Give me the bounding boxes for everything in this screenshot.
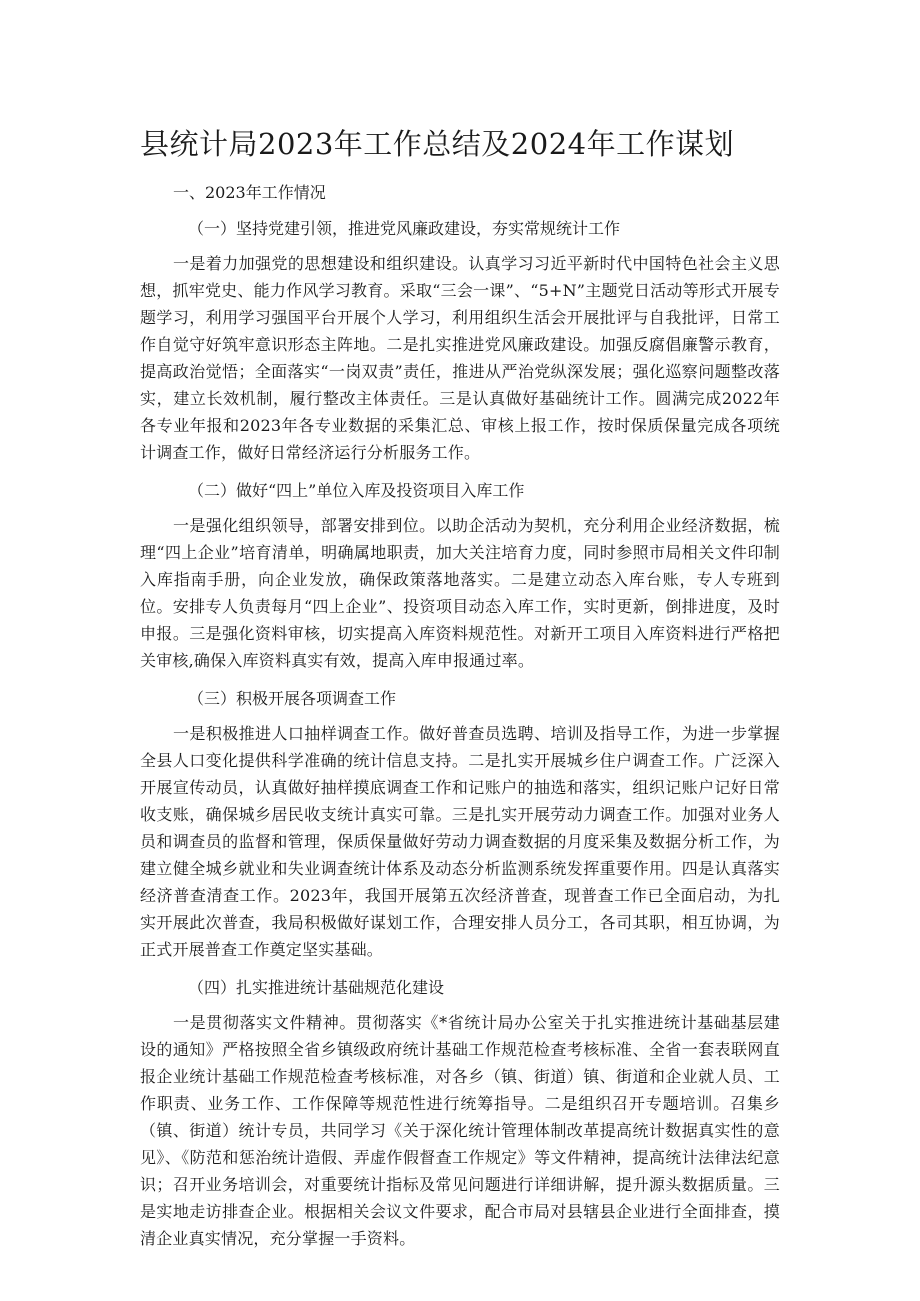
subsection-heading-surveys: （三）积极开展各项调查工作 xyxy=(188,689,397,708)
document-title: 县统计局2023年工作总结及2024年工作谋划 xyxy=(140,127,735,161)
subsection-heading-standardization: （四）扎实推进统计基础规范化建设 xyxy=(188,978,445,997)
subsection-heading-four-above-units: （二）做好“四上”单位入库及投资项目入库工作 xyxy=(188,481,525,500)
paragraph-party-building: 一是着力加强党的思想建设和组织建设。认真学习习近平新时代中国特色社会主义思想，抓牢党史、能力作风学习教育。采取“三会一课”、“5+N”主题党日活动等形式开展专题学习，利用学习强国平台开展个人学习，利用组织生活会开展批评与自我批评，日常工作自觉守好筑牢意识形态主阵地。二是扎实推进党风廉政建设。加强反腐倡廉警示教育，提高政治觉悟；全面落实“一岗双责”责任，推进从严治党纵深发展；强化巡察问题整改落实，建立长效机制，履行整改主体责任。三是认真做好基础统计工作。圆满完成2022年各专业年报和2023年各专业数据的采集汇总、审核上报工作，按时保质保量完成各项统计调查工作，做好日常经济运行分析服务工作。 xyxy=(140,254,780,462)
paragraph-standardization: 一是贯彻落实文件精神。贯彻落实《*省统计局办公室关于扎实推进统计基础基层建设的通知》严格按照全省乡镇级政府统计基础工作规范检查考核标准、全省一套表联网直报企业统计基础工作规范检查考核标准，对各乡（镇、街道）镇、街道和企业就人员、工作职责、业务工作、工作保障等规范性进行统筹指导。二是组织召开专题培训。召集乡（镇、街道）统计专员，共同学习《关于深化统计管理体制改革提高统计数据真实性的意见》、《防范和惩治统计造假、弄虚作假督查工作规定》等文件精神，提高统计法律法纪意识；召开业务培训会，对重要统计指标及常见问题进行详细讲解，提升源头数据质量。三是实地走访排查企业。根据相关会议文件要求，配合市局对县辖县企业进行全面排查，摸清企业真实情况，充分掌握一手资料。 xyxy=(140,1013,780,1248)
section-heading-2023-work: 一、2023年工作情况 xyxy=(173,183,326,202)
paragraph-four-above-units: 一是强化组织领导，部署安排到位。以助企活动为契机，充分利用企业经济数据，梳理“四上企业”培育清单，明确属地职责，加大关注培育力度，同时参照市局相关文件印制入库指南手册，向企业发放，确保政策落地落实。二是建立动态入库台账，专人专班到位。安排专人负责每月“四上企业”、投资项目动态入库工作，实时更新，倒排进度，及时申报。三是强化资料审核，切实提高入库资料规范性。对新开工项目入库资料进行严格把关审核,确保入库资料真实有效，提高入库申报通过率。 xyxy=(140,516,780,670)
paragraph-surveys: 一是积极推进人口抽样调查工作。做好普查员选聘、培训及指导工作，为进一步掌握全县人口变化提供科学准确的统计信息支持。二是扎实开展城乡住户调查工作。广泛深入开展宣传动员，认真做好抽样摸底调查工作和记账户的抽选和落实，组织记账户记好日常收支账，确保城乡居民收支统计真实可靠。三是扎实开展劳动力调查工作。加强对业务人员和调查员的监督和管理，保质保量做好劳动力调查数据的月度采集及数据分析工作，为建立健全城乡就业和失业调查统计体系及动态分析监测系统发挥重要作用。四是认真落实经济普查清查工作。2023年，我国开展第五次经济普查，现普查工作已全面启动，为扎实开展此次普查，我局积极做好谋划工作，合理安排人员分工，各司其职，相互协调，为正式开展普查工作奠定坚实基础。 xyxy=(140,724,780,959)
document-body xyxy=(140,178,780,1262)
subsection-heading-party-building: （一）坚持党建引领，推进党风廉政建设，夯实常规统计工作 xyxy=(188,219,621,238)
